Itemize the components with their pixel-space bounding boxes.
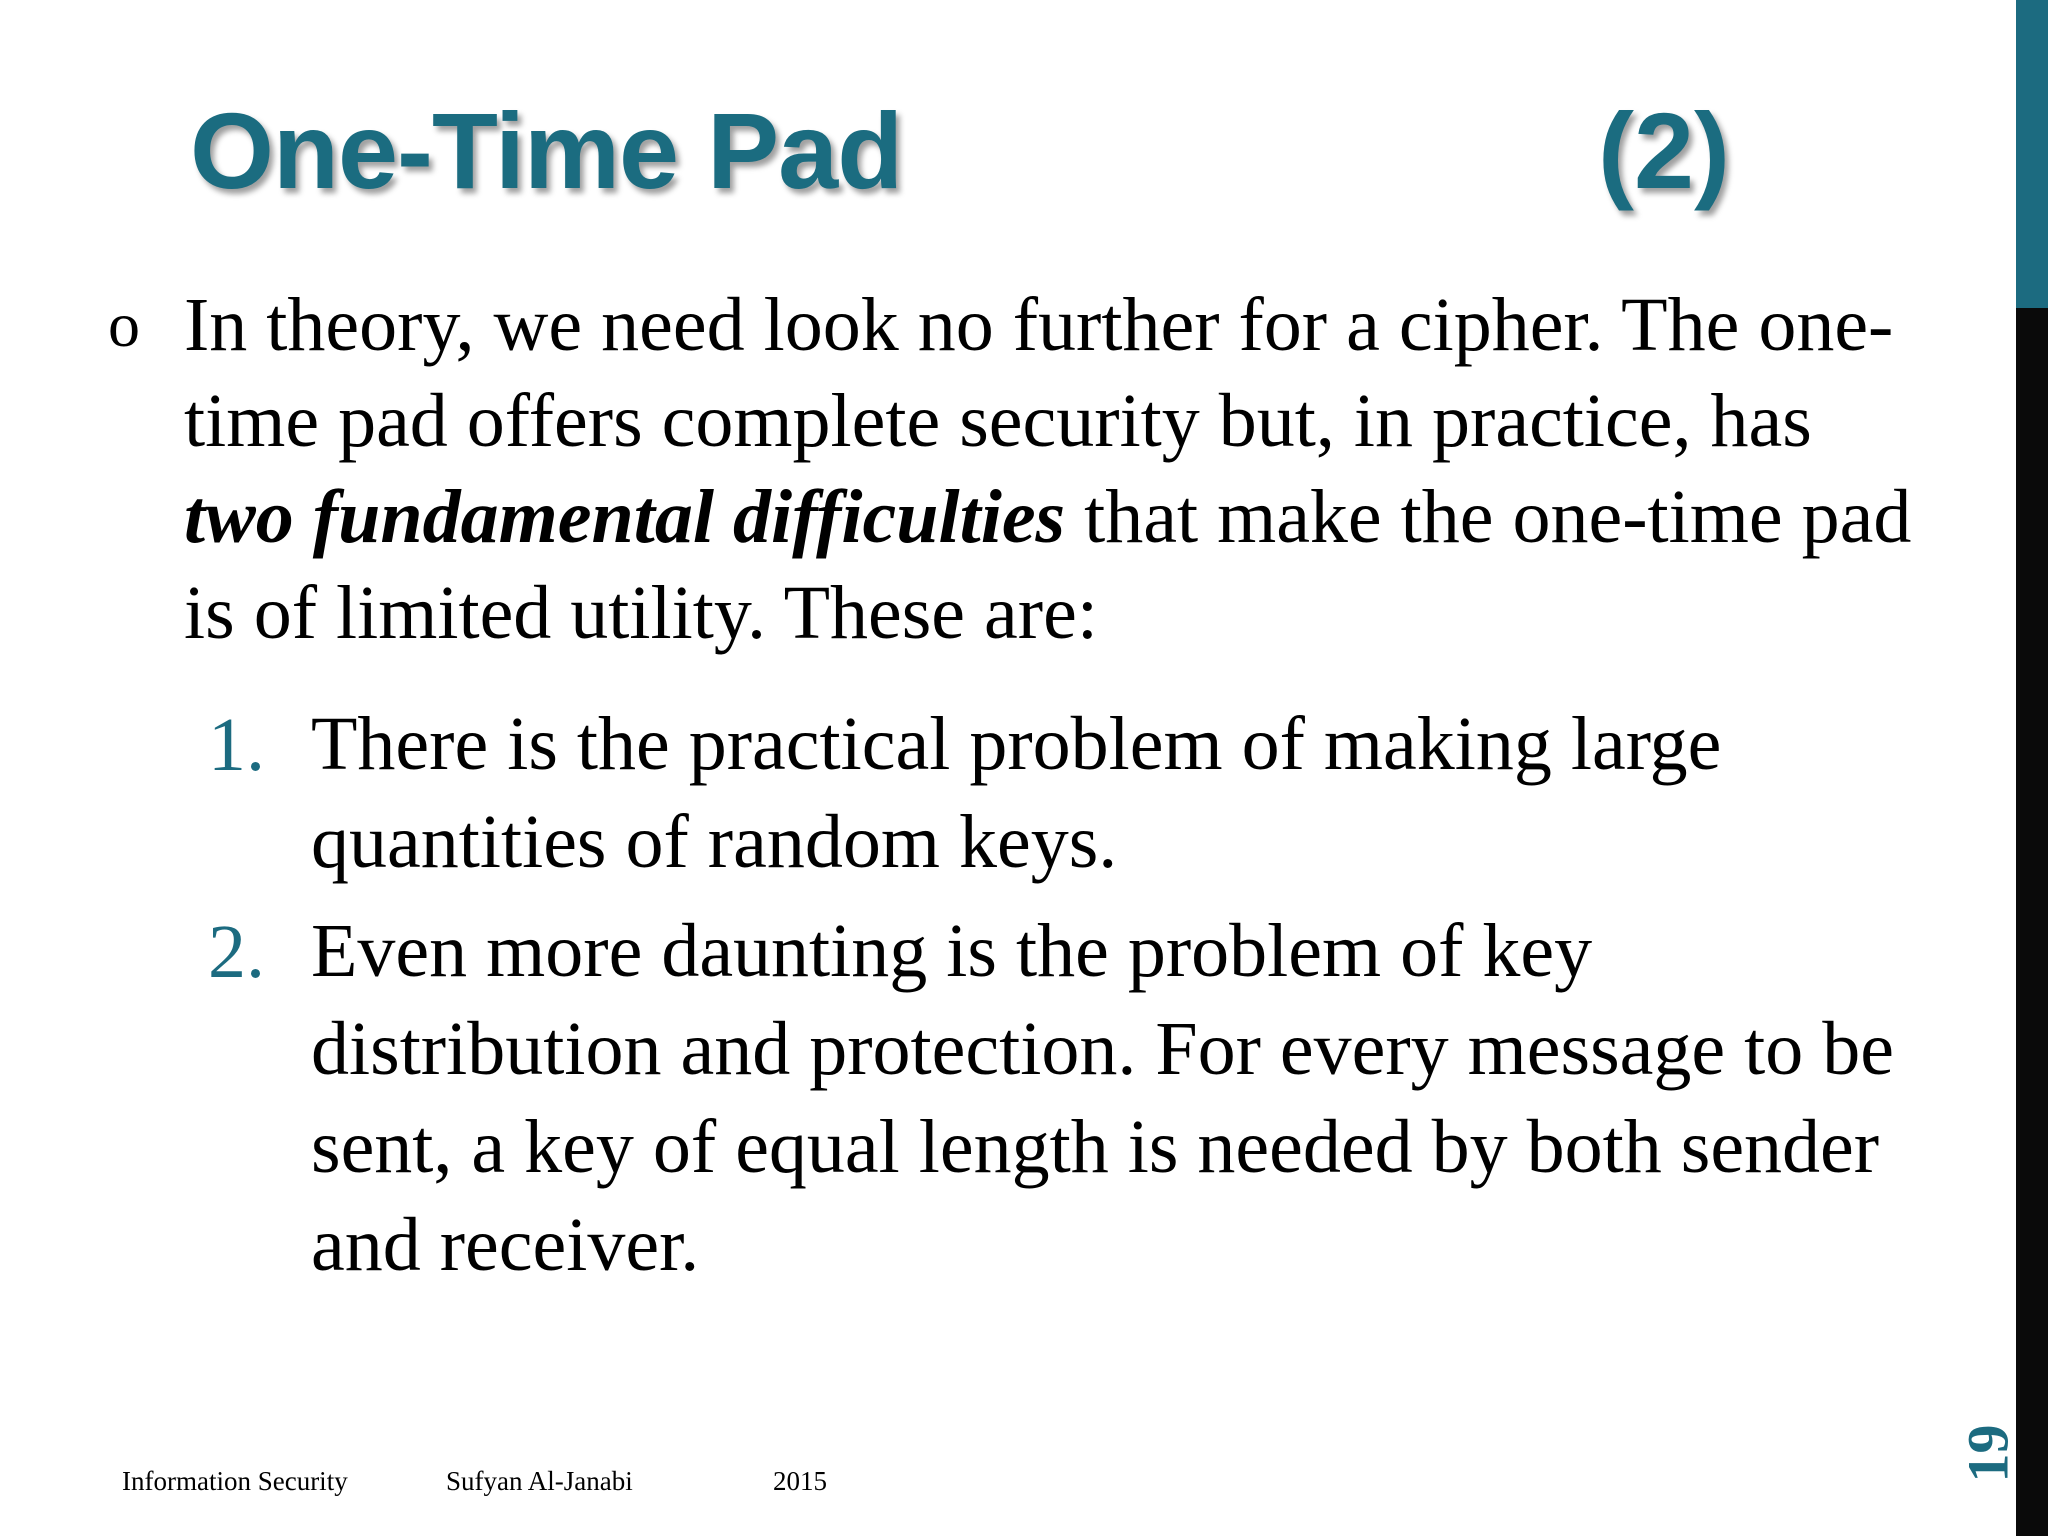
page-number-text: 19: [1955, 1424, 2021, 1482]
page-number: [1955, 1417, 2021, 1489]
intro-line: [184, 469, 2014, 565]
intro-paragraph: [184, 277, 2014, 661]
footer-year: 2015: [773, 1466, 827, 1496]
footer-course: Information Security: [122, 1466, 348, 1496]
list-item-line: sent, a key of equal length is needed by both sender: [311, 1105, 1880, 1189]
list-item-line: There is the practical problem of making large: [311, 702, 1722, 786]
intro-line: time pad offers complete security but, in practice, has: [184, 379, 1812, 463]
list-item-line: and receiver.: [311, 1203, 700, 1287]
slide-title: One-Time Pad: [190, 90, 903, 211]
list-item-text: [311, 902, 2011, 1294]
emphasis-text: two fundamental difficulties: [184, 475, 1066, 559]
intro-line: In theory, we need look no further for a cipher. The one-: [184, 283, 1894, 367]
intro-line: is of limited utility. These are:: [184, 571, 1098, 655]
side-dark-bar: [2016, 308, 2048, 1536]
bullet-marker: o: [108, 289, 140, 360]
intro-line-rest: that make the one-time pad: [1065, 475, 1912, 559]
list-item-text: [311, 695, 2011, 891]
list-item-line: Even more daunting is the problem of key: [311, 909, 1593, 993]
list-item-number: 2.: [208, 910, 265, 994]
footer-author: Sufyan Al-Janabi: [446, 1466, 633, 1496]
slide-title-number: (2): [1598, 90, 1730, 211]
list-item-line: distribution and protection. For every message to be: [311, 1007, 1894, 1091]
side-accent-bar: [2016, 0, 2048, 308]
list-item-number: 1.: [208, 703, 265, 787]
list-item-line: quantities of random keys.: [311, 800, 1118, 884]
